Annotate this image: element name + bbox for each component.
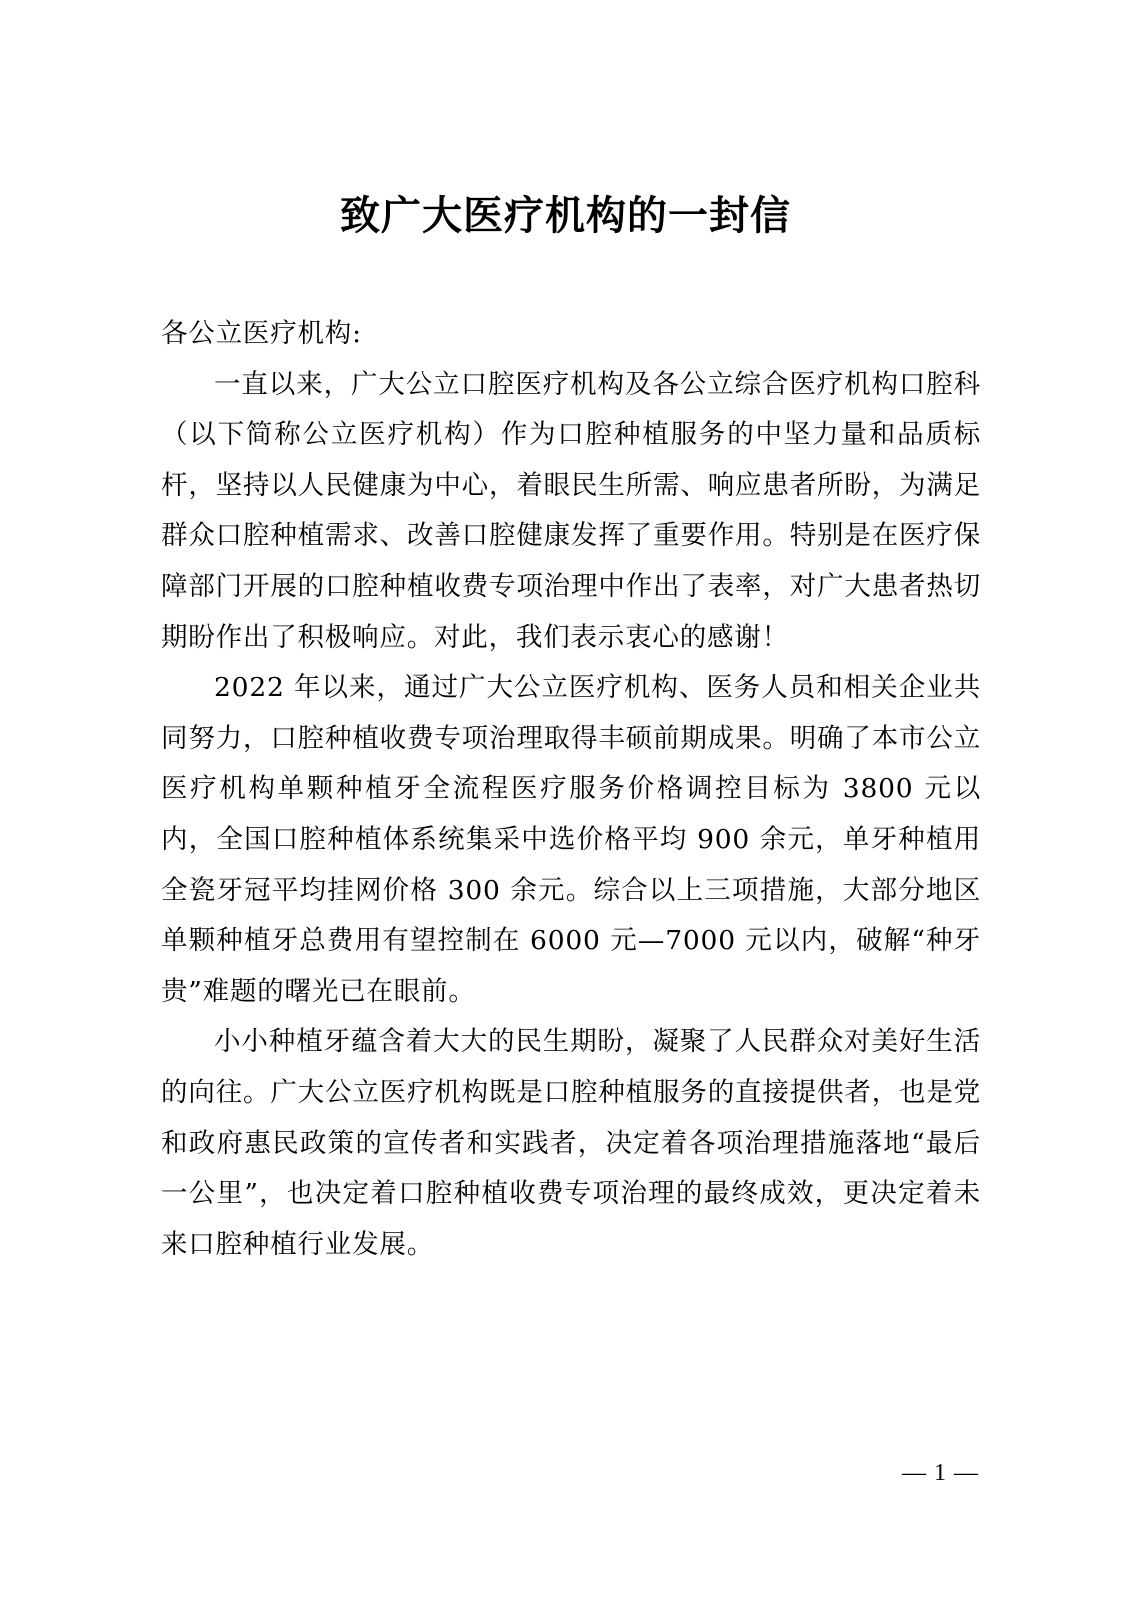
paragraph-gratitude: 一直以来，广大公立口腔医疗机构及各公立综合医疗机构口腔科（以下简称公立医疗机构）作为口腔种植服务的中坚力量和品质标杆，坚持以人民健康为中心，着眼民生所需、响应患者所盼，为满足群众口腔种植需求、改善口腔健康发挥了重要作用。特别是在医疗保障部门开展的口腔种植收费专项治理中作出了表率，对广大患者热切期盼作出了积极响应。对此，我们表示衷心的感谢！ bbox=[161, 368, 981, 653]
salutation: 各公立医疗机构: bbox=[161, 318, 362, 349]
letter-body bbox=[161, 309, 981, 1270]
paragraph-expectations: 小小种植牙蕴含着大大的民生期盼，凝聚了人民群众对美好生活的向往。广大公立医疗机构既是口腔种植服务的直接提供者，也是党和政府惠民政策的宣传者和实践者，决定着各项治理措施落地“最后一公里”，也决定着口腔种植收费专项治理的最终成效，更决定着未来口腔种植行业发展。 bbox=[161, 1026, 981, 1260]
page-number: — 1 — bbox=[902, 1460, 979, 1486]
letter-title: 致广大医疗机构的一封信 bbox=[340, 192, 791, 239]
paragraph-achievements: 2022 年以来，通过广大公立医疗机构、医务人员和相关企业共同努力，口腔种植收费专项治理取得丰硕前期成果。明确了本市公立医疗机构单颗种植牙全流程医疗服务价格调控目标为 3800 元以内，全国口腔种植体系统集采中选价格平均 900 余元，单牙种植用全瓷牙冠平均挂网价格 300 余元。综合以上三项措施，大部分地区单颗种植牙总费用有望控制在 6000 元—7000 元以内，破解“种牙贵”难题的曙光已在眼前。 bbox=[161, 672, 981, 1007]
